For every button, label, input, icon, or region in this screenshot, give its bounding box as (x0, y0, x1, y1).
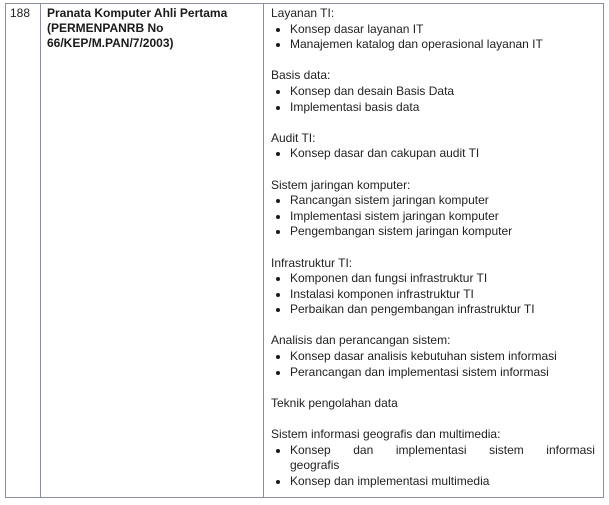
position-title-cell (41, 4, 264, 497)
section-heading: Sistem informasi geografis dan multimedia: (271, 427, 501, 442)
item-list (271, 349, 595, 380)
section-basis-data (271, 68, 595, 115)
list-item: Perancangan dan implementasi sistem informasi (271, 365, 595, 381)
item-list (271, 271, 595, 318)
list-item (271, 443, 595, 474)
list-item: Implementasi basis data (271, 100, 595, 116)
list-item: Instalasi komponen infrastruktur TI (271, 287, 595, 303)
item-list (271, 193, 595, 240)
list-item: Implementasi sistem jaringan komputer (271, 209, 595, 225)
list-item: Konsep dasar dan cakupan audit TI (271, 146, 595, 162)
section-sig-multimedia (271, 427, 595, 489)
list-item: Pengembangan sistem jaringan komputer (271, 224, 595, 240)
section-heading: Layanan TI: (271, 6, 335, 20)
section-analisis-perancangan (271, 333, 595, 380)
section-heading: Sistem jaringan komputer: (271, 177, 411, 192)
row-number: 188 (10, 6, 31, 20)
section-audit-ti (271, 131, 595, 162)
list-item: Konsep dan desain Basis Data (271, 84, 595, 100)
section-layanan-ti (271, 6, 595, 53)
section-infrastruktur-ti (271, 256, 595, 318)
word: informasi (546, 442, 595, 457)
section-teknik-pengolahan (271, 396, 595, 412)
word: dan (353, 442, 374, 457)
list-item: Konsep dan implementasi multimedia (271, 474, 595, 490)
competency-cell (264, 4, 603, 497)
position-regulation-line: (PERMENPANRB No (47, 21, 164, 35)
list-item: Perbaikan dan pengembangan infrastruktur TI (271, 302, 595, 318)
section-heading: Teknik pengolahan data (271, 395, 398, 410)
wrapped-tail: geografis (290, 458, 340, 473)
word: Konsep (290, 442, 331, 457)
list-item: Rancangan sistem jaringan komputer (271, 193, 595, 209)
word: sistem (489, 442, 524, 457)
justified-line (290, 443, 595, 459)
section-sistem-jaringan (271, 178, 595, 240)
position-regulation-number: 66/KEP/M.PAN/7/2003) (47, 36, 174, 50)
section-heading: Analisis dan perancangan sistem: (271, 333, 451, 348)
list-item: Konsep dasar layanan IT (271, 22, 595, 38)
section-heading: Infrastruktur TI: (271, 255, 353, 270)
formation-table (5, 3, 604, 498)
list-item: Konsep dasar analisis kebutuhan sistem informasi (271, 349, 595, 365)
section-heading: Audit TI: (271, 130, 316, 145)
position-title-line: Pranata Komputer Ahli Pertama (47, 6, 228, 20)
item-list (271, 22, 595, 53)
item-list (271, 443, 595, 490)
row-number-cell (6, 4, 41, 497)
item-list (271, 84, 595, 115)
word: implementasi (395, 442, 467, 457)
list-item: Manajemen katalog dan operasional layanan IT (271, 37, 595, 53)
item-list (271, 146, 595, 162)
section-heading: Basis data: (271, 68, 331, 83)
list-item: Komponen dan fungsi infrastruktur TI (271, 271, 595, 287)
